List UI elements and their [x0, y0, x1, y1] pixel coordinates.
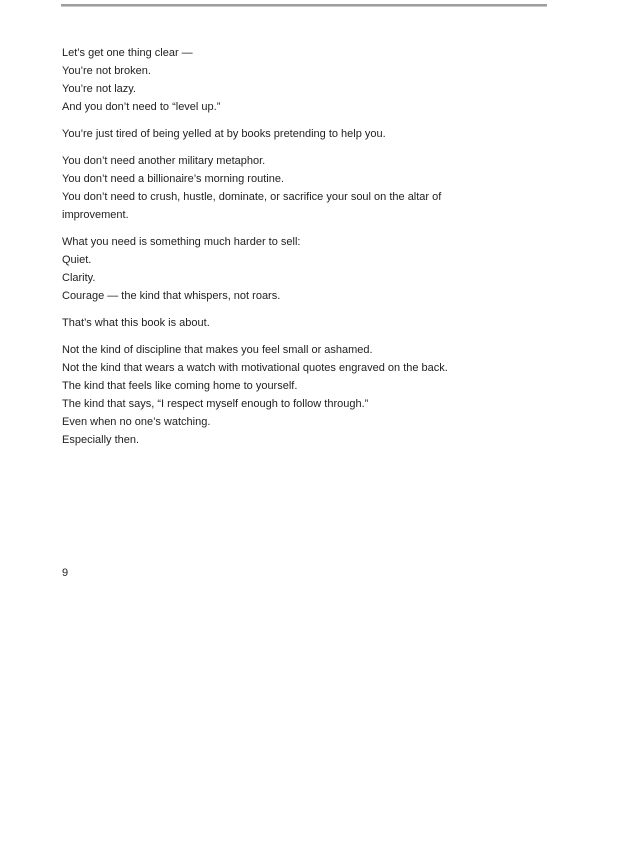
- text-line: The kind that feels like coming home to yourself.: [62, 380, 298, 392]
- paragraph: [62, 233, 552, 305]
- text-line: You’re not lazy.: [62, 83, 136, 95]
- text-line: improvement.: [62, 209, 129, 221]
- text-line: Quiet.: [62, 254, 92, 266]
- text-line: Courage — the kind that whispers, not roars.: [62, 290, 281, 302]
- page-number: 9: [62, 567, 69, 579]
- paragraph: [62, 44, 552, 116]
- page-body: [62, 44, 552, 449]
- paragraph: [62, 314, 552, 332]
- text-line: And you don’t need to “level up.”: [62, 101, 221, 113]
- text-line: You don’t need a billionaire’s morning routine.: [62, 173, 284, 185]
- paragraph: [62, 125, 552, 143]
- text-line: You don’t need another military metaphor.: [62, 155, 266, 167]
- text-line: You’re just tired of being yelled at by books pretending to help you.: [62, 128, 386, 140]
- header-rule-divider: [61, 4, 547, 7]
- text-line: That’s what this book is about.: [62, 317, 210, 329]
- text-line: What you need is something much harder to sell:: [62, 236, 301, 248]
- text-line: Even when no one’s watching.: [62, 416, 211, 428]
- paragraph: [62, 152, 552, 224]
- text-line: Not the kind that wears a watch with motivational quotes engraved on the back.: [62, 362, 448, 374]
- text-line: Especially then.: [62, 434, 140, 446]
- text-line: The kind that says, “I respect myself enough to follow through.”: [62, 398, 369, 410]
- text-line: Let’s get one thing clear —: [62, 47, 193, 59]
- paragraph: [62, 341, 552, 449]
- text-line: Clarity.: [62, 272, 96, 284]
- text-line: You’re not broken.: [62, 65, 151, 77]
- text-line: Not the kind of discipline that makes you feel small or ashamed.: [62, 344, 373, 356]
- text-line: You don’t need to crush, hustle, dominate, or sacrifice your soul on the altar of: [62, 191, 442, 203]
